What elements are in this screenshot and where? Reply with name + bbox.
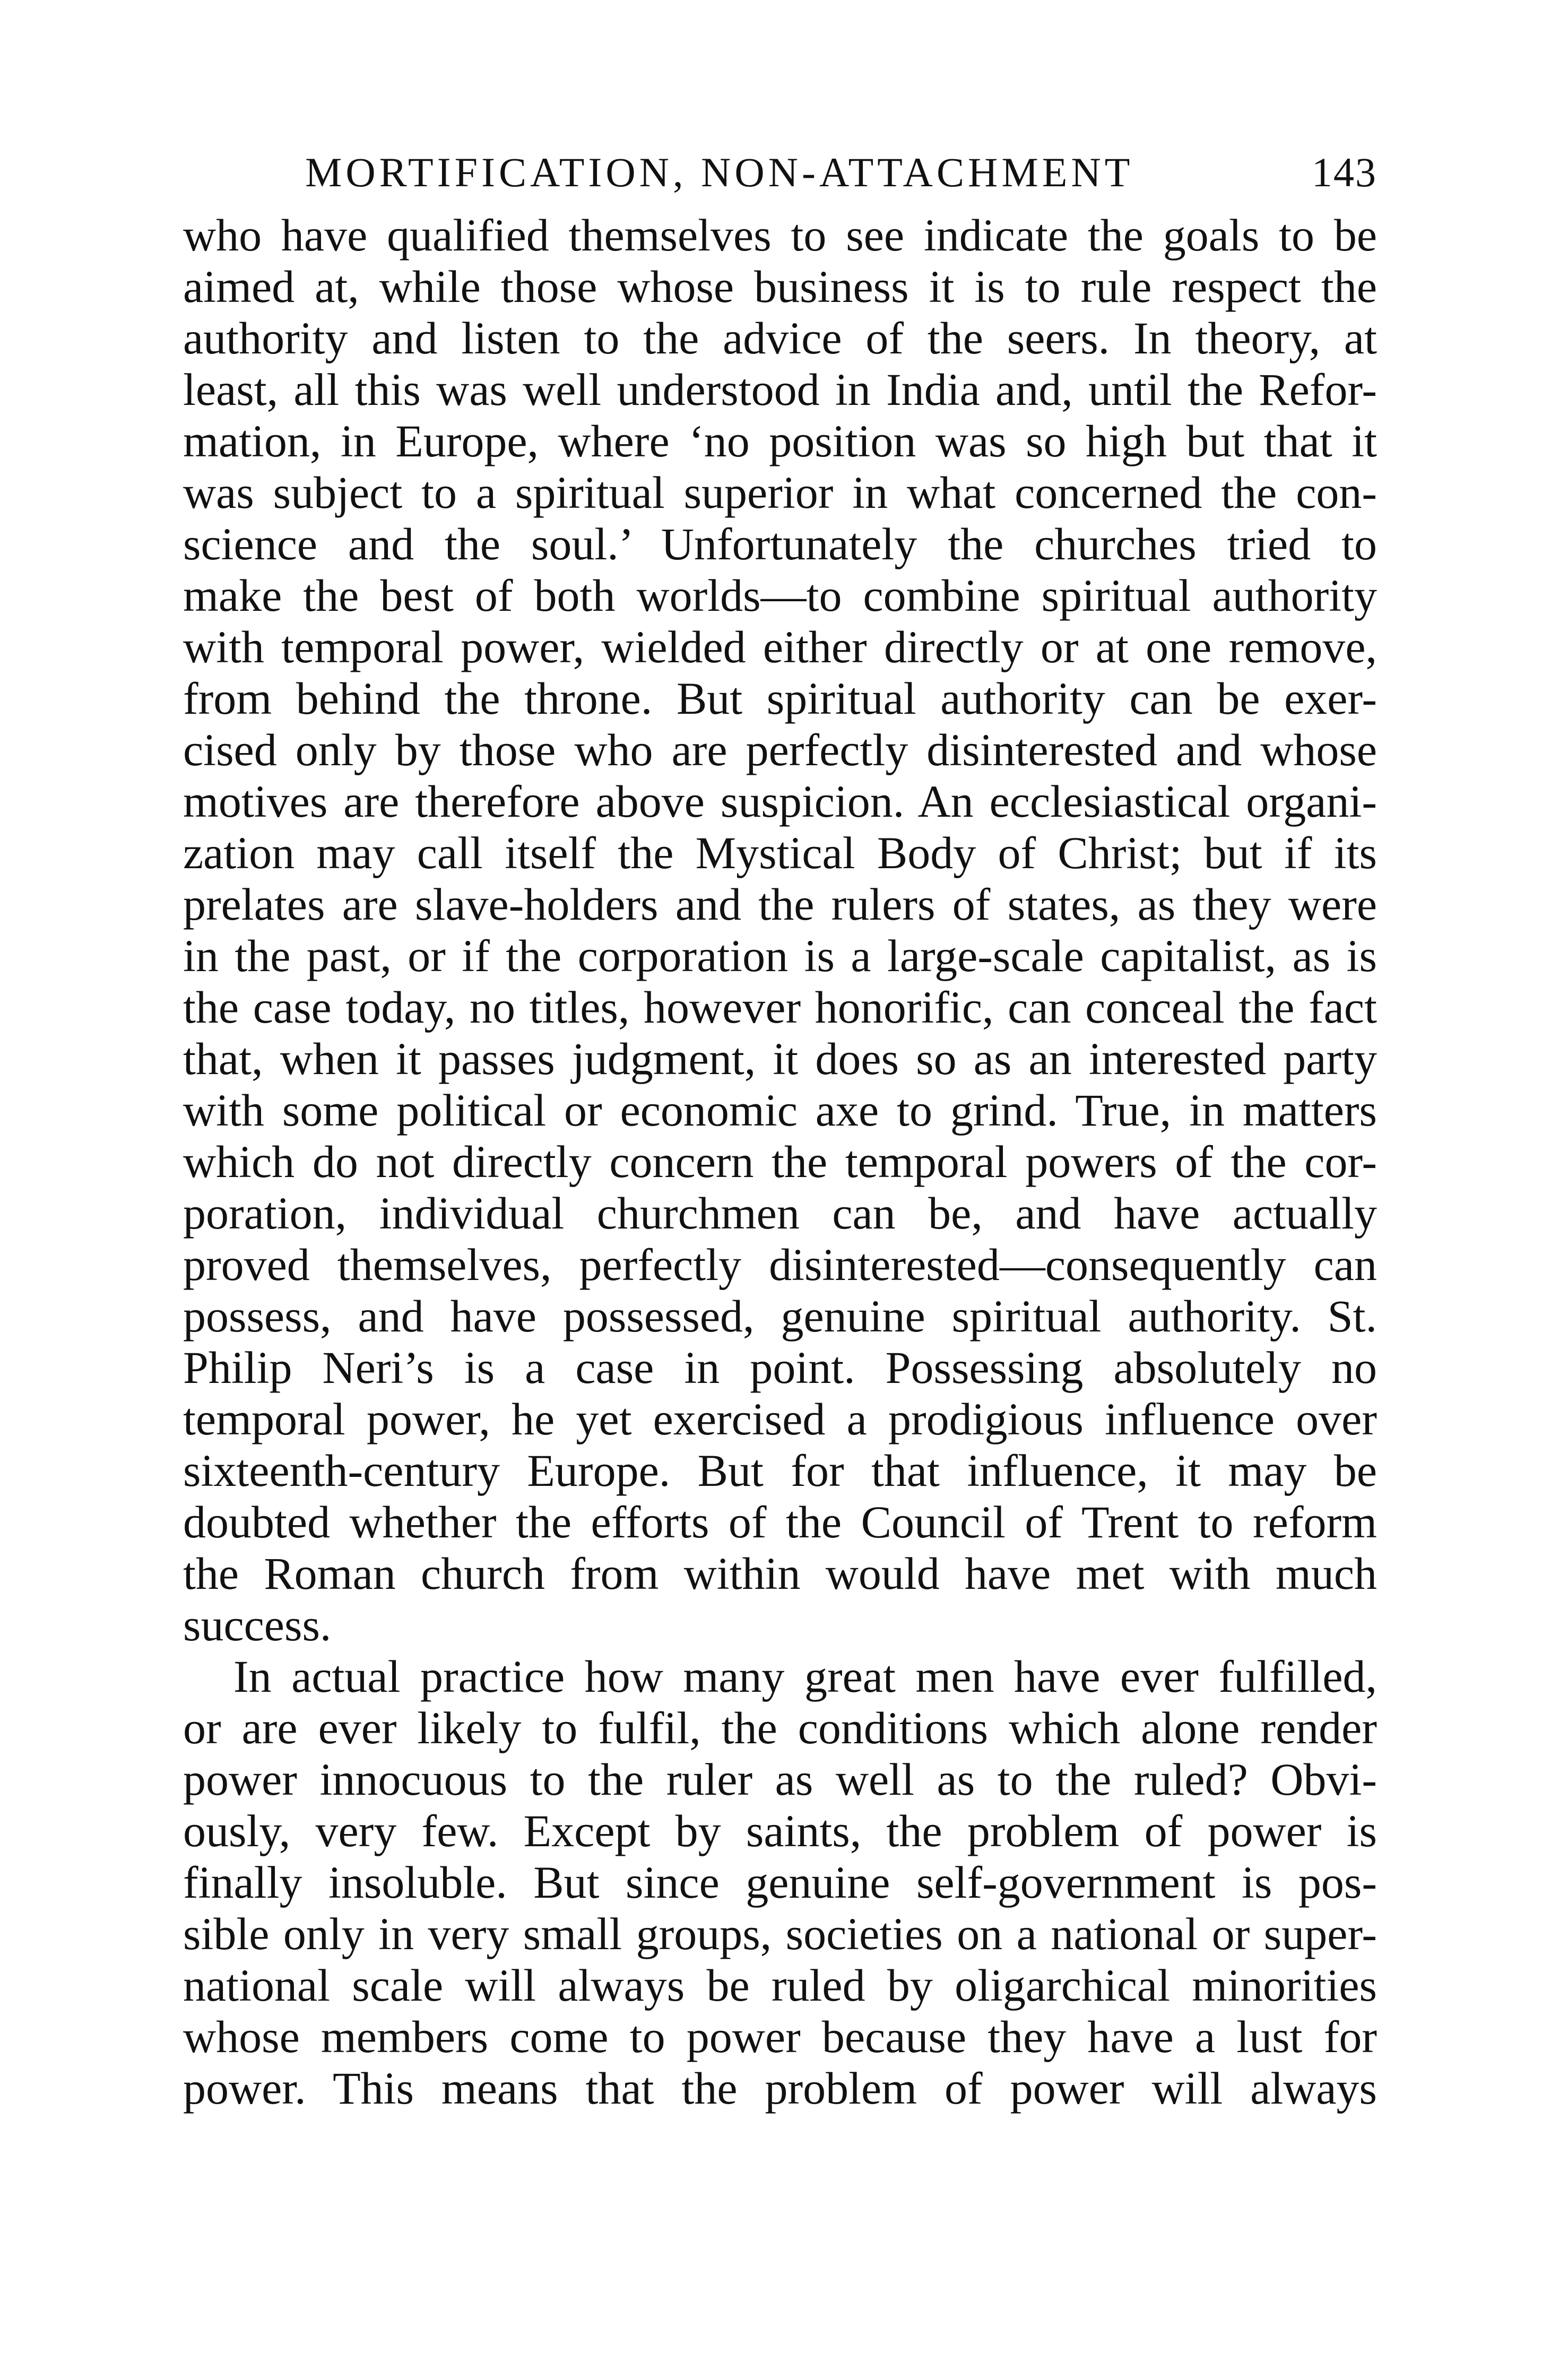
text-line: doubted whether the efforts of the Council of Trent to reform — [183, 1497, 1377, 1547]
running-title: MORTIFICATION, NON-ATTACHMENT — [305, 149, 1134, 195]
text-line: finally insoluble. But since genuine self-government is pos- — [183, 1857, 1377, 1908]
page-number: 143 — [1312, 149, 1377, 195]
text-line: sible only in very small groups, societies on a national or super- — [183, 1908, 1377, 1959]
text-line: with temporal power, wielded either directly or at one remove, — [183, 621, 1377, 672]
text-line: ously, very few. Except by saints, the problem of power is — [183, 1805, 1377, 1856]
text-line: temporal power, he yet exercised a prodigious influence over — [183, 1394, 1377, 1445]
text-line: least, all this was well understood in India and, until the Refor- — [183, 364, 1377, 415]
text-line: the case today, no titles, however honorific, can conceal the fact — [183, 982, 1377, 1033]
text-line: was subject to a spiritual superior in what concerned the con- — [183, 467, 1377, 518]
text-line: from behind the throne. But spiritual authority can be exer- — [183, 673, 1377, 724]
text-line: whose members come to power because they have a lust for — [183, 2011, 1377, 2062]
text-line: poration, individual churchmen can be, and have actually — [183, 1188, 1377, 1239]
text-line: who have qualified themselves to see indicate the goals to be — [183, 210, 1377, 261]
text-line: aimed at, while those whose business it is to rule respect the — [183, 261, 1377, 312]
text-line: power. This means that the problem of power will always — [183, 2063, 1377, 2114]
text-line: the Roman church from within would have met with much — [183, 1548, 1377, 1599]
text-line: possess, and have possessed, genuine spiritual authority. St. — [183, 1291, 1377, 1342]
text-line: proved themselves, perfectly disinterested—consequently can — [183, 1239, 1377, 1290]
text-line: with some political or economic axe to grind. True, in matters — [183, 1085, 1377, 1136]
text-line: mation, in Europe, where ‘no position was so high but that it — [183, 416, 1377, 466]
text-line: sixteenth-century Europe. But for that influence, it may be — [183, 1445, 1377, 1496]
text-line: zation may call itself the Mystical Body of Christ; but if its — [183, 827, 1377, 878]
text-line: prelates are slave-holders and the rulers of states, as they were — [183, 879, 1377, 930]
body-text — [183, 210, 1377, 2114]
text-line: make the best of both worlds—to combine spiritual authority — [183, 570, 1377, 621]
paragraph-start-line: In actual practice how many great men have ever fulfilled, — [233, 1651, 1377, 1702]
text-line: authority and listen to the advice of the seers. In theory, at — [183, 313, 1377, 364]
text-line: cised only by those who are perfectly disinterested and whose — [183, 724, 1377, 775]
text-line: that, when it passes judgment, it does so as an interested party — [183, 1033, 1377, 1084]
text-line: national scale will always be ruled by oligarchical minorities — [183, 1960, 1377, 2011]
text-line: Philip Neri’s is a case in point. Possessing absolutely no — [183, 1342, 1377, 1393]
paragraph-end-line: success. — [183, 1599, 332, 1650]
text-line: or are ever likely to fulfil, the conditions which alone render — [183, 1702, 1377, 1753]
text-line: which do not directly concern the temporal powers of the cor- — [183, 1136, 1377, 1187]
text-line: power innocuous to the ruler as well as to the ruled? Obvi- — [183, 1754, 1377, 1805]
running-head — [183, 143, 1377, 202]
text-line: in the past, or if the corporation is a large-scale capitalist, as is — [183, 930, 1377, 981]
text-line: science and the soul.’ Unfortunately the churches tried to — [183, 518, 1377, 569]
text-line: motives are therefore above suspicion. An ecclesiastical organi- — [183, 776, 1377, 827]
